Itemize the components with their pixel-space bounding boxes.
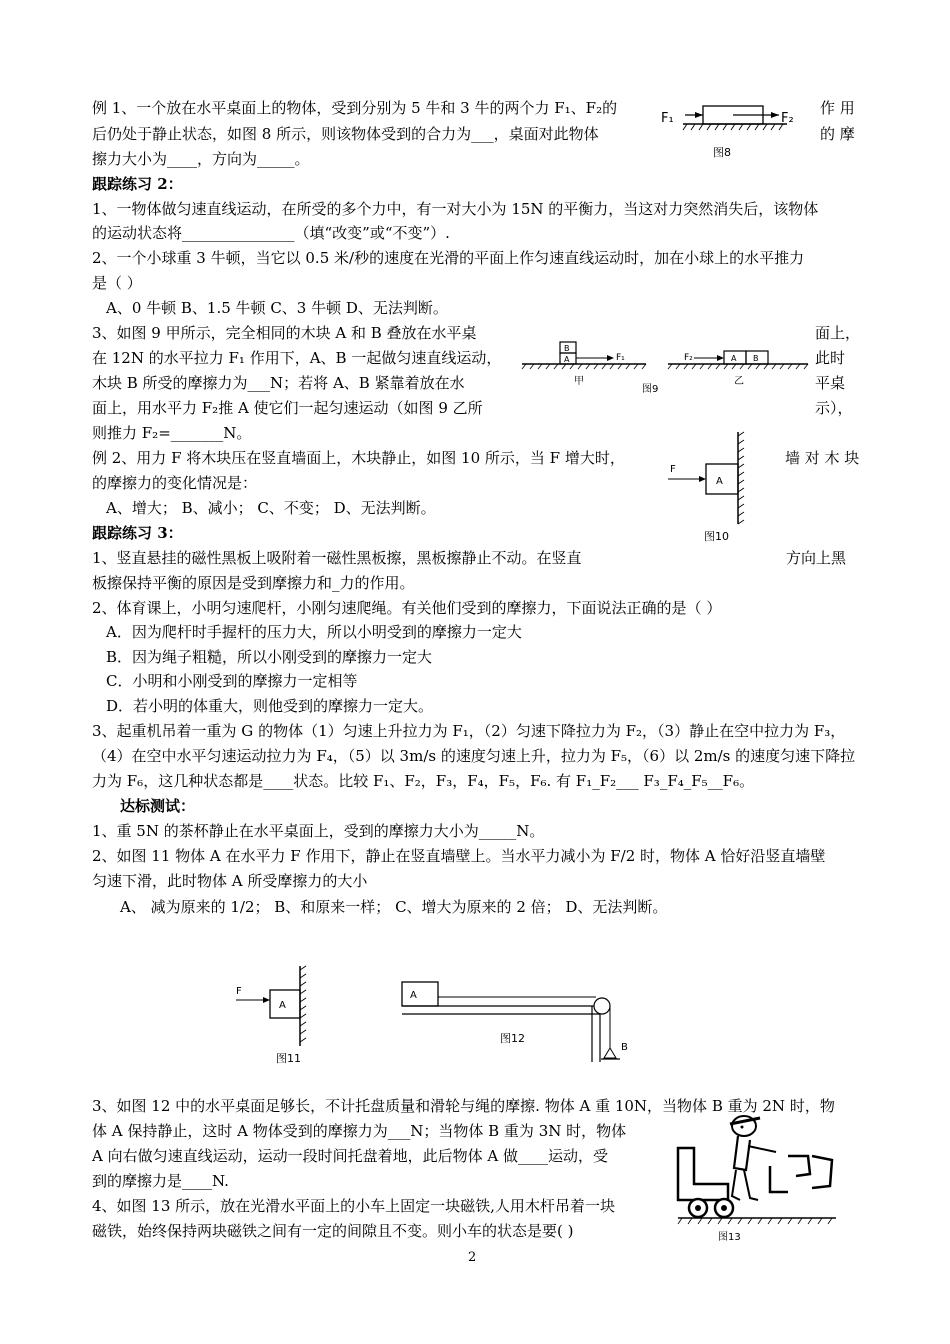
ex1-line1: 例 1、一个放在水平桌面上的物体，受到分别为 5 牛和 3 牛的两个力 F₁、F₂的: [92, 99, 618, 117]
figure-13: [672, 1112, 842, 1246]
fig9-f1-label: F₁: [616, 353, 625, 363]
fig12-caption: 图12: [500, 1032, 525, 1045]
track2-q2-line2: 是（ ）: [92, 274, 142, 292]
figure-12: [396, 978, 636, 1062]
fig9-yi-label-b: B: [753, 354, 759, 363]
track3-q2-stem: 2、体育课上，小明匀速爬杆，小刚匀速爬绳。有关他们受到的摩擦力，下面说法正确的是（ ）: [92, 599, 722, 617]
figure-10: [662, 428, 772, 544]
test-title: 达标测试：: [120, 797, 196, 815]
fig10-caption: 图10: [704, 530, 729, 543]
fig9-yi-label: 乙: [734, 376, 744, 387]
test-q4-line2: 磁铁，始终保持两块磁铁之间有一定的间隙且不变。则小车的状态是要( ): [92, 1222, 574, 1240]
fig9-f2-label: F₂: [684, 353, 693, 363]
track3-title: 跟踪练习 3：: [92, 524, 183, 542]
track3-q2-option-c: C．小明和小刚受到的摩擦力一定相等: [106, 672, 358, 690]
fig11-f-label: F: [236, 986, 242, 997]
test-q3-line2: 体 A 保持静止，这时 A 物体受到的摩擦力为___N；当物体 B 重为 3N 时，物体: [92, 1122, 627, 1140]
fig12-a-label: A: [410, 990, 417, 1001]
track2-q3-line1-tail: 面上，: [815, 324, 861, 342]
figure-9: [518, 330, 813, 396]
fig8-caption: 图8: [713, 146, 731, 159]
fig9-label-b: B: [564, 344, 570, 353]
test-q2-options: A、 减为原来的 1/2； B、和原来一样； C、增大为原来的 2 倍； D、无法判断。: [120, 898, 668, 916]
fig9-jia-label: 甲: [574, 376, 584, 387]
track3-q2-option-b: B．因为绳子粗糙，所以小刚受到的摩擦力一定大: [106, 648, 433, 666]
fig9-caption: 图9: [642, 384, 659, 395]
test-q3-line1: 3、如图 12 中的水平桌面足够长，不计托盘质量和滑轮与绳的摩擦. 物体 A 重 10N，当物体 B 重为 2N 时，物: [92, 1097, 835, 1115]
track2-q1-line1: 1、一物体做匀速直线运动，在所受的多个力中，有一对大小为 15N 的平衡力，当这对力突然消失后，该物体: [92, 200, 819, 218]
page-number: 2: [468, 1250, 477, 1265]
figure-11: [226, 962, 326, 1066]
fig10-f-label: F: [670, 464, 676, 475]
track2-q1-line2: 的运动状态将_______________（填“改变”或“不变”）.: [92, 224, 450, 242]
fig11-a-label: A: [279, 1000, 286, 1011]
fig10-a-label: A: [716, 476, 723, 487]
track2-q3-line2-tail: 此时: [815, 349, 846, 367]
figure-8: [655, 100, 805, 162]
track3-q2-option-a: A．因为爬杆时手握杆的压力大，所以小明受到的摩擦力一定大: [106, 623, 522, 641]
track2-q3-line2: 在 12N 的水平拉力 F₁ 作用下，A、B 一起做匀速直线运动，: [92, 349, 502, 367]
ex2-line1-tail: 墙 对 木 块: [785, 449, 860, 467]
track2-q3-line3-tail: 平桌: [815, 374, 846, 392]
track2-q3-line4: 面上，用水平力 F₂推 A 使它们一起匀速运动（如图 9 乙所: [92, 399, 483, 417]
test-q3-line4: 到的摩擦力是____N.: [92, 1172, 229, 1190]
track3-q1-line2: 板擦保持平衡的原因是受到摩擦力和_力的作用。: [92, 574, 415, 592]
test-q1: 1、重 5N 的茶杯静止在水平桌面上，受到的摩擦力大小为_____N。: [92, 822, 545, 840]
fig9-label-a: A: [564, 355, 570, 364]
test-q3-line3: A 向右做匀速直线运动，运动一段时间托盘着地，此后物体 A 做____运动，受: [92, 1147, 608, 1165]
fig8-f1-label: F₁: [661, 111, 674, 126]
track2-q2-line1: 2、一个小球重 3 牛顿，当它以 0.5 米/秒的速度在光滑的平面上作匀速直线运动时，加在小球上的水平推力: [92, 249, 805, 267]
fig11-caption: 图11: [276, 1052, 301, 1065]
fig8-f2-label: F₂: [781, 111, 794, 126]
ex1-line2-tail: 的 摩: [820, 125, 855, 143]
track3-q3-line1: 3、起重机吊着一重为 G 的物体（1）匀速上升拉力为 F₁，（2）匀速下降拉力为 F₂，（3）静止在空中拉力为 F₃，: [92, 722, 846, 740]
test-q2-line2: 匀速下滑，此时物体 A 所受摩擦力的大小: [92, 872, 368, 890]
test-q2-line1: 2、如图 11 物体 A 在水平力 F 作用下，静止在竖直墙壁上。当水平力减小为 F/2 时，物体 A 恰好沿竖直墙壁: [92, 847, 826, 865]
track3-q1-line1-tail: 方向上黑: [786, 549, 847, 567]
track3-q2-option-d: D．若小明的体重大，则他受到的摩擦力一定大。: [106, 697, 434, 715]
fig9-yi-label-a: A: [731, 354, 737, 363]
track3-q1-line1: 1、竖直悬挂的磁性黑板上吸附着一磁性黑板擦，黑板擦静止不动。在竖直: [92, 549, 582, 567]
track2-q3-line5: 则推力 F₂=_______N。: [92, 424, 252, 442]
fig13-caption: 图13: [718, 1232, 741, 1243]
track2-q3-line1: 3、如图 9 甲所示，完全相同的木块 A 和 B 叠放在水平桌: [92, 324, 477, 342]
ex1-line1-tail: 作 用: [820, 99, 855, 117]
track2-q3-line3: 木块 B 所受的摩擦力为___N；若将 A、B 紧靠着放在水: [92, 374, 465, 392]
track3-q3-line2: （4）在空中水平匀速运动拉力为 F₄，（5）以 3m/s 的速度匀速上升，拉力为 F₅，（6）以 2m/s 的速度匀速下降拉: [92, 747, 856, 765]
track3-q3-line3: 力为 F₆，这几种状态都是____状态。比较 F₁、F₂，F₃，F₄，F₅，F₆. 有 F₁_F₂___ F₃_F₄_F₅__F₆。: [92, 772, 755, 790]
ex1-line3: 擦力大小为____，方向为_____。: [92, 150, 310, 168]
test-q4-line1: 4、如图 13 所示，放在光滑水平面上的小车上固定一块磁铁,人用木杆吊着一块: [92, 1197, 615, 1215]
fig12-b-label: B: [621, 1042, 628, 1053]
track2-title: 跟踪练习 2：: [92, 175, 183, 193]
ex1-line2: 后仍处于静止状态，如图 8 所示，则该物体受到的合力为___，桌面对此物体: [92, 125, 599, 143]
track2-q2-options: A、0 牛顿 B、1.5 牛顿 C、3 牛顿 D、无法判断。: [106, 299, 448, 317]
ex2-line2: 的摩擦力的变化情况是：: [92, 474, 258, 492]
track2-q3-line4-tail: 示），: [815, 399, 853, 417]
ex2-options: A、增大； B、减小； C、不变； D、无法判断。: [106, 499, 436, 517]
ex2-line1: 例 2、用力 F 将木块压在竖直墙面上，木块静止，如图 10 所示，当 F 增大时，: [92, 449, 625, 467]
